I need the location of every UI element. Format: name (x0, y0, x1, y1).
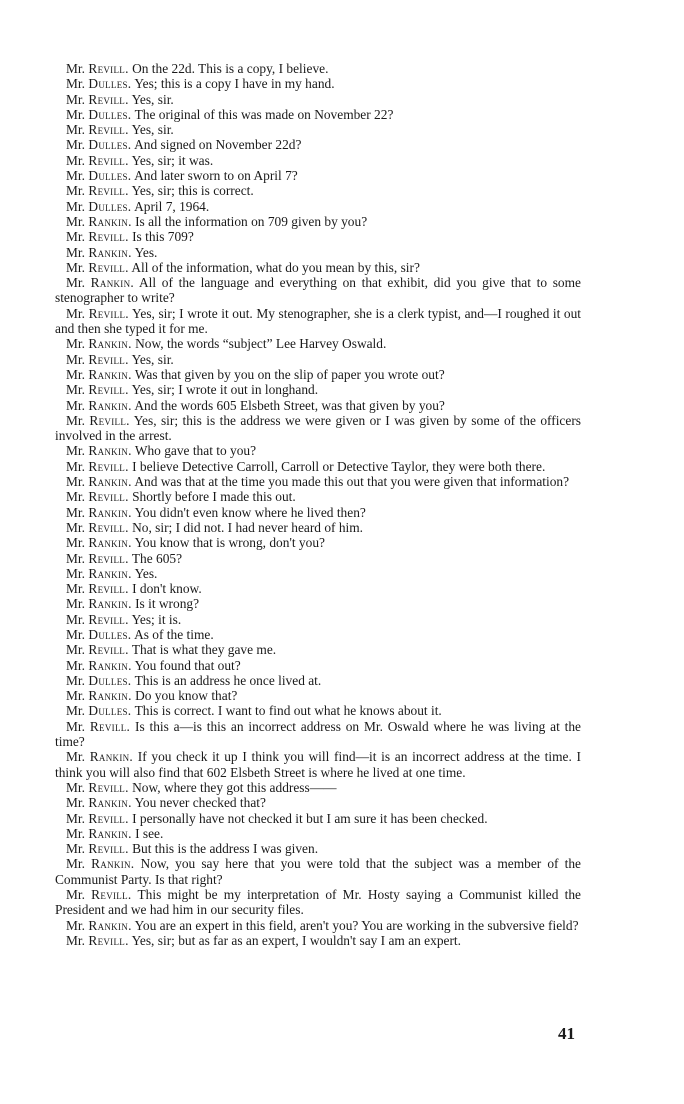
testimony-text: Yes, sir. (131, 91, 174, 107)
testimony-paragraph (55, 566, 581, 581)
testimony-text: Shortly before I made this out. (132, 489, 296, 505)
testimony-text: And was that at the time you made this out that you were given that information? (134, 474, 570, 490)
testimony-paragraph (55, 137, 581, 152)
testimony-text: As of the time. (134, 626, 214, 642)
testimony-paragraph (55, 382, 581, 397)
testimony-paragraph (55, 367, 581, 382)
testimony-text: I see. (135, 825, 164, 841)
testimony-text: But this is the address I was given. (132, 841, 319, 857)
speaker-title: Mr. (66, 474, 85, 490)
speaker-title: Mr. (66, 642, 85, 658)
testimony-paragraph (55, 581, 581, 596)
speaker-title: Mr. (66, 213, 85, 229)
speaker-name: Revill. (88, 305, 129, 321)
testimony-text: You found that out? (134, 657, 241, 673)
testimony-paragraph (55, 352, 581, 367)
speaker-title: Mr. (66, 275, 85, 291)
speaker-title: Mr. (66, 841, 85, 857)
testimony-paragraph (55, 780, 581, 795)
testimony-text: Yes, sir; I wrote it out. My stenographer, she is a clerk typist, and—I roughed it out and then she typed it for me. (55, 305, 581, 337)
speaker-title: Mr. (66, 137, 85, 153)
speaker-title: Mr. (66, 91, 85, 107)
speaker-title: Mr. (66, 626, 85, 642)
testimony-text: No, sir; I did not. I had never heard of him. (132, 519, 364, 535)
speaker-name: Dulles. (88, 626, 132, 642)
speaker-title: Mr. (66, 168, 85, 184)
testimony-text: All of the information, what do you mean by this, sir? (131, 259, 420, 275)
speaker-name: Revill. (88, 779, 129, 795)
testimony-text: This might be my interpretation of Mr. Hosty saying a Communist killed the President and we had him in our security files. (55, 887, 581, 918)
speaker-title: Mr. (66, 596, 85, 612)
speaker-title: Mr. (66, 259, 85, 275)
speaker-name: Rankin. (88, 795, 132, 811)
testimony-text: I don't know. (132, 581, 202, 597)
testimony-text: Yes; this is a copy I have in my hand. (134, 76, 335, 92)
speaker-name: Revill. (88, 458, 129, 474)
testimony-paragraph (55, 612, 581, 627)
testimony-text: Yes, sir. (131, 122, 174, 138)
speaker-title: Mr. (66, 535, 85, 551)
testimony-paragraph (55, 703, 581, 718)
speaker-name: Revill. (89, 718, 131, 734)
speaker-title: Mr. (66, 412, 85, 428)
testimony-text: April 7, 1964. (134, 198, 210, 214)
speaker-title: Mr. (66, 351, 85, 367)
testimony-text: Who gave that to you? (134, 443, 257, 459)
speaker-name: Dulles. (88, 168, 132, 184)
speaker-name: Dulles. (88, 672, 132, 688)
testimony-text: This is correct. I want to find out what he knows about it. (134, 703, 442, 719)
testimony-paragraph (55, 76, 581, 91)
transcript-body (55, 61, 581, 948)
page-number: 41 (558, 1024, 575, 1043)
speaker-title: Mr. (66, 76, 85, 92)
testimony-text: You are an expert in this field, aren't you? You are working in the subversive field? (134, 917, 579, 933)
testimony-text: Do you know that? (135, 688, 238, 704)
testimony-paragraph (55, 627, 581, 642)
testimony-text: Is this 709? (132, 229, 194, 245)
speaker-name: Revill. (88, 581, 129, 597)
testimony-paragraph (55, 153, 581, 168)
testimony-paragraph (55, 688, 581, 703)
testimony-paragraph (55, 719, 581, 750)
speaker-name: Revill. (88, 810, 129, 826)
speaker-name: Revill. (88, 152, 129, 168)
testimony-text: Now, the words “subject” Lee Harvey Oswald. (135, 336, 387, 352)
testimony-paragraph (55, 933, 581, 948)
testimony-text: Yes, sir; this is the address we were given or I was given by some of the officers involved in the arrest. (55, 412, 581, 444)
speaker-title: Mr. (66, 244, 85, 260)
speaker-title: Mr. (66, 932, 85, 948)
speaker-title: Mr. (66, 611, 85, 627)
testimony-paragraph (55, 673, 581, 688)
testimony-text: Yes, sir; but as far as an expert, I wouldn't say I am an expert. (131, 932, 461, 948)
testimony-paragraph (55, 168, 581, 183)
speaker-title: Mr. (66, 305, 85, 321)
testimony-paragraph (55, 229, 581, 244)
testimony-text: I personally have not checked it but I am sure it has been checked. (132, 810, 488, 826)
speaker-title: Mr. (66, 458, 85, 474)
speaker-title: Mr. (66, 152, 85, 168)
testimony-text: Yes; it is. (131, 611, 182, 627)
speaker-title: Mr. (66, 779, 85, 795)
speaker-name: Revill. (88, 351, 129, 367)
testimony-paragraph (55, 795, 581, 810)
testimony-paragraph (55, 459, 581, 474)
speaker-title: Mr. (66, 887, 85, 903)
speaker-name: Dulles. (88, 137, 132, 153)
testimony-paragraph (55, 856, 581, 887)
speaker-title: Mr. (66, 672, 85, 688)
speaker-name: Revill. (88, 932, 129, 948)
testimony-paragraph (55, 199, 581, 214)
speaker-name: Revill. (89, 412, 130, 428)
testimony-text: Is this a—is this an incorrect address on Mr. Oswald where he was living at the time? (55, 718, 581, 750)
testimony-paragraph (55, 474, 581, 489)
speaker-title: Mr. (66, 489, 85, 505)
speaker-title: Mr. (66, 749, 85, 765)
testimony-text: Yes. (134, 565, 158, 581)
testimony-text: Yes, sir. (131, 351, 174, 367)
speaker-name: Rankin. (88, 443, 132, 459)
testimony-paragraph (55, 811, 581, 826)
testimony-paragraph (55, 336, 581, 351)
testimony-text: Now, you say here that you were told that the subject was a member of the Communist Party. Is that right? (55, 856, 581, 887)
speaker-name: Revill. (88, 91, 129, 107)
testimony-text: And signed on November 22d? (134, 137, 302, 153)
speaker-title: Mr. (66, 382, 85, 398)
speaker-name: Revill. (88, 382, 129, 398)
speaker-name: Rankin. (88, 474, 132, 490)
speaker-name: Revill. (91, 887, 132, 903)
speaker-title: Mr. (66, 856, 85, 872)
speaker-title: Mr. (66, 718, 85, 734)
testimony-paragraph (55, 826, 581, 841)
speaker-title: Mr. (66, 504, 85, 520)
testimony-paragraph (55, 535, 581, 550)
testimony-paragraph (55, 245, 581, 260)
speaker-name: Rankin. (90, 275, 135, 291)
testimony-text: I believe Detective Carroll, Carroll or Detective Taylor, they were both there. (132, 458, 546, 474)
testimony-text: All of the language and everything on that exhibit, did you give that to some stenographer to write? (55, 275, 581, 306)
testimony-paragraph (55, 107, 581, 122)
testimony-paragraph (55, 749, 581, 780)
testimony-paragraph (55, 61, 581, 76)
speaker-title: Mr. (66, 810, 85, 826)
testimony-paragraph (55, 841, 581, 856)
testimony-text: On the 22d. This is a copy, I believe. (132, 61, 329, 76)
testimony-text: That is what they gave me. (131, 642, 277, 658)
speaker-name: Rankin. (88, 366, 132, 382)
speaker-name: Rankin. (88, 213, 132, 229)
testimony-paragraph (55, 183, 581, 198)
speaker-name: Dulles. (88, 106, 132, 122)
testimony-text: Yes. (134, 244, 158, 260)
speaker-name: Rankin. (88, 504, 132, 520)
testimony-text: And the words 605 Elsbeth Street, was that given by you? (134, 397, 445, 413)
speaker-name: Rankin. (88, 917, 132, 933)
testimony-paragraph (55, 596, 581, 611)
speaker-name: Revill. (88, 183, 129, 199)
speaker-name: Dulles. (88, 76, 132, 92)
speaker-name: Revill. (88, 259, 129, 275)
speaker-name: Revill. (88, 550, 129, 566)
testimony-paragraph (55, 489, 581, 504)
speaker-name: Revill. (88, 61, 129, 76)
testimony-paragraph (55, 413, 581, 444)
testimony-text: Yes, sir; it was. (131, 152, 214, 168)
testimony-paragraph (55, 306, 581, 337)
speaker-name: Revill. (88, 122, 129, 138)
testimony-paragraph (55, 887, 581, 918)
speaker-name: Dulles. (88, 198, 132, 214)
speaker-name: Rankin. (88, 535, 132, 551)
speaker-name: Rankin. (88, 596, 132, 612)
speaker-name: Revill. (88, 611, 129, 627)
testimony-text: Was that given by you on the slip of paper you wrote out? (134, 366, 445, 382)
speaker-title: Mr. (66, 106, 85, 122)
speaker-name: Rankin. (88, 657, 132, 673)
speaker-title: Mr. (66, 825, 85, 841)
testimony-text: Is it wrong? (135, 596, 200, 612)
speaker-title: Mr. (66, 61, 85, 76)
testimony-text: If you check it up I think you will find—it is an incorrect address at the time. I think you will also find that 602 Elsbeth Street is where he lived at one time. (55, 749, 581, 780)
testimony-text: Yes, sir; this is correct. (131, 183, 254, 199)
speaker-name: Revill. (88, 642, 129, 658)
testimony-text: You never checked that? (134, 795, 266, 811)
speaker-title: Mr. (66, 657, 85, 673)
testimony-text: You know that is wrong, don't you? (134, 535, 325, 551)
testimony-paragraph (55, 260, 581, 275)
testimony-paragraph (55, 658, 581, 673)
speaker-name: Revill. (88, 489, 129, 505)
testimony-text: The 605? (131, 550, 183, 566)
speaker-name: Rankin. (88, 397, 132, 413)
testimony-text: Yes, sir; I wrote it out in longhand. (131, 382, 319, 398)
testimony-paragraph (55, 214, 581, 229)
speaker-title: Mr. (66, 366, 85, 382)
speaker-name: Revill. (88, 229, 129, 245)
testimony-paragraph (55, 443, 581, 458)
speaker-title: Mr. (66, 443, 85, 459)
testimony-paragraph (55, 398, 581, 413)
testimony-text: And later sworn to on April 7? (134, 168, 298, 184)
testimony-text: You didn't even know where he lived then? (134, 504, 366, 520)
testimony-paragraph (55, 520, 581, 535)
testimony-text: This is an address he once lived at. (134, 672, 322, 688)
speaker-name: Rankin. (88, 336, 132, 352)
speaker-title: Mr. (66, 519, 85, 535)
speaker-title: Mr. (66, 795, 85, 811)
speaker-title: Mr. (66, 688, 85, 704)
speaker-title: Mr. (66, 229, 85, 245)
speaker-name: Revill. (88, 519, 129, 535)
speaker-title: Mr. (66, 198, 85, 214)
speaker-title: Mr. (66, 703, 85, 719)
speaker-name: Rankin. (88, 244, 132, 260)
testimony-paragraph (55, 918, 581, 933)
testimony-paragraph (55, 275, 581, 306)
testimony-paragraph (55, 92, 581, 107)
speaker-name: Rankin. (88, 688, 132, 704)
speaker-name: Rankin. (88, 565, 132, 581)
speaker-name: Dulles. (88, 703, 132, 719)
speaker-title: Mr. (66, 183, 85, 199)
speaker-title: Mr. (66, 336, 85, 352)
testimony-paragraph (55, 551, 581, 566)
speaker-name: Rankin. (88, 825, 132, 841)
testimony-text: The original of this was made on November 22? (134, 106, 394, 122)
speaker-title: Mr. (66, 397, 85, 413)
speaker-title: Mr. (66, 581, 85, 597)
speaker-title: Mr. (66, 550, 85, 566)
speaker-name: Revill. (88, 841, 129, 857)
testimony-paragraph (55, 505, 581, 520)
speaker-name: Rankin. (91, 856, 135, 872)
testimony-paragraph (55, 642, 581, 657)
speaker-title: Mr. (66, 917, 85, 933)
speaker-title: Mr. (66, 565, 85, 581)
testimony-paragraph (55, 122, 581, 137)
testimony-text: Is all the information on 709 given by you? (135, 213, 368, 229)
speaker-title: Mr. (66, 122, 85, 138)
speaker-name: Rankin. (89, 749, 134, 765)
testimony-text: Now, where they got this address—— (132, 779, 337, 795)
